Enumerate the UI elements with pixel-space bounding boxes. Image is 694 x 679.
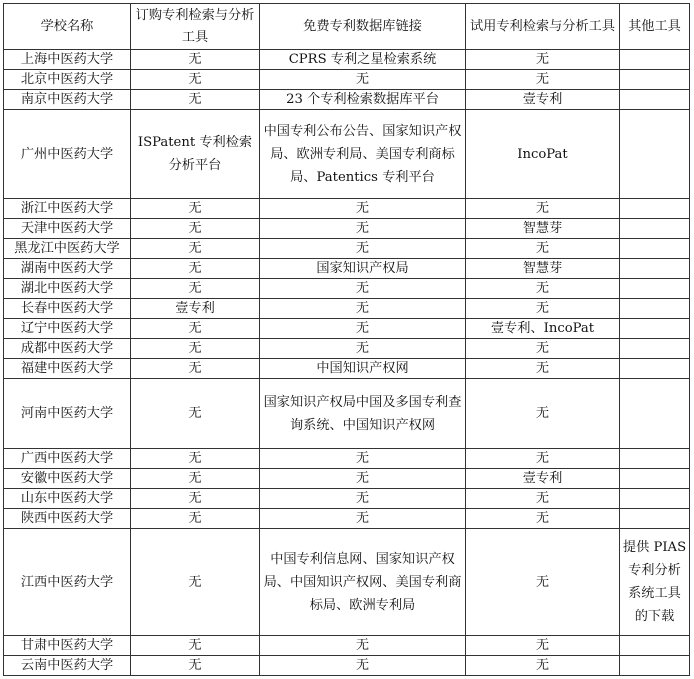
trial-tool-cell: 壹专利 [466, 469, 620, 489]
free-database-cell: 无 [260, 489, 466, 509]
free-database-cell: 无 [260, 656, 466, 676]
school-name-cell: 成都中医药大学 [4, 339, 131, 359]
other-tool-cell [620, 509, 690, 529]
other-tool-cell [620, 489, 690, 509]
other-tool-cell [620, 339, 690, 359]
school-name-cell: 甘肃中医药大学 [4, 636, 131, 656]
school-name-cell: 浙江中医药大学 [4, 199, 131, 219]
table-row [4, 319, 690, 339]
other-tool-cell [620, 449, 690, 469]
free-database-cell: 无 [260, 509, 466, 529]
header-free-databases: 免费专利数据库链接 [260, 4, 466, 50]
trial-tool-cell: 无 [466, 509, 620, 529]
header-school-name: 学校名称 [4, 4, 131, 50]
school-name-cell: 广州中医药大学 [4, 110, 131, 199]
trial-tool-cell: 壹专利 [466, 90, 620, 110]
free-database-cell: 无 [260, 70, 466, 90]
other-tool-cell [620, 469, 690, 489]
table-row [4, 219, 690, 239]
school-name-cell: 天津中医药大学 [4, 219, 131, 239]
trial-tool-cell: 无 [466, 70, 620, 90]
header-subscribed-tools: 订购专利检索与分析工具 [131, 4, 260, 50]
table-row [4, 359, 690, 379]
trial-tool-cell: 无 [466, 489, 620, 509]
other-tool-cell [620, 50, 690, 70]
table-row [4, 199, 690, 219]
school-name-cell: 辽宁中医药大学 [4, 319, 131, 339]
table-row [4, 529, 690, 636]
subscribed-tool-cell: 无 [131, 469, 260, 489]
subscribed-tool-cell: 无 [131, 636, 260, 656]
school-name-cell: 福建中医药大学 [4, 359, 131, 379]
school-name-cell: 广西中医药大学 [4, 449, 131, 469]
subscribed-tool-cell: 无 [131, 239, 260, 259]
table-row [4, 379, 690, 449]
trial-tool-cell: 智慧芽 [466, 259, 620, 279]
school-name-cell: 黑龙江中医药大学 [4, 239, 131, 259]
subscribed-tool-cell: 无 [131, 509, 260, 529]
other-tool-cell [620, 239, 690, 259]
subscribed-tool-cell: ISPatent 专利检索分析平台 [131, 110, 260, 199]
other-tool-cell [620, 656, 690, 676]
other-tool-cell [620, 279, 690, 299]
school-name-cell: 北京中医药大学 [4, 70, 131, 90]
trial-tool-cell: 无 [466, 636, 620, 656]
free-database-cell: 无 [260, 239, 466, 259]
table-row [4, 239, 690, 259]
table-row [4, 509, 690, 529]
free-database-cell: 无 [260, 299, 466, 319]
table-row [4, 50, 690, 70]
header-trial-tools: 试用专利检索与分析工具 [466, 4, 620, 50]
other-tool-cell [620, 636, 690, 656]
table-row [4, 259, 690, 279]
trial-tool-cell: 无 [466, 199, 620, 219]
free-database-cell: 中国知识产权网 [260, 359, 466, 379]
school-name-cell: 河南中医药大学 [4, 379, 131, 449]
free-database-cell: 中国专利公布公告、国家知识产权局、欧洲专利局、美国专利商标局、Patentics 专利平台 [260, 110, 466, 199]
trial-tool-cell: 智慧芽 [466, 219, 620, 239]
free-database-cell: 无 [260, 469, 466, 489]
trial-tool-cell: 无 [466, 50, 620, 70]
trial-tool-cell: 无 [466, 379, 620, 449]
other-tool-cell [620, 259, 690, 279]
subscribed-tool-cell: 无 [131, 50, 260, 70]
table-body [4, 50, 690, 676]
other-tool-cell [620, 379, 690, 449]
free-database-cell: CPRS 专利之星检索系统 [260, 50, 466, 70]
table-row [4, 449, 690, 469]
subscribed-tool-cell: 无 [131, 70, 260, 90]
subscribed-tool-cell: 无 [131, 219, 260, 239]
trial-tool-cell: 无 [466, 339, 620, 359]
patent-tools-table [3, 3, 690, 676]
free-database-cell: 无 [260, 449, 466, 469]
subscribed-tool-cell: 无 [131, 90, 260, 110]
table-header-row [4, 4, 690, 50]
other-tool-cell [620, 299, 690, 319]
free-database-cell: 国家知识产权局中国及多国专利查询系统、中国知识产权网 [260, 379, 466, 449]
trial-tool-cell: 无 [466, 279, 620, 299]
table-row [4, 90, 690, 110]
table-row [4, 469, 690, 489]
subscribed-tool-cell: 无 [131, 259, 260, 279]
free-database-cell: 无 [260, 339, 466, 359]
table-row [4, 656, 690, 676]
trial-tool-cell: 无 [466, 529, 620, 636]
school-name-cell: 上海中医药大学 [4, 50, 131, 70]
school-name-cell: 陕西中医药大学 [4, 509, 131, 529]
school-name-cell: 湖南中医药大学 [4, 259, 131, 279]
other-tool-cell [620, 90, 690, 110]
subscribed-tool-cell: 无 [131, 279, 260, 299]
other-tool-cell [620, 359, 690, 379]
free-database-cell: 无 [260, 319, 466, 339]
table-row [4, 299, 690, 319]
free-database-cell: 无 [260, 219, 466, 239]
school-name-cell: 湖北中医药大学 [4, 279, 131, 299]
subscribed-tool-cell: 无 [131, 656, 260, 676]
free-database-cell: 国家知识产权局 [260, 259, 466, 279]
other-tool-cell [620, 319, 690, 339]
free-database-cell: 无 [260, 636, 466, 656]
school-name-cell: 南京中医药大学 [4, 90, 131, 110]
free-database-cell: 中国专利信息网、国家知识产权局、中国知识产权网、美国专利商标局、欧洲专利局 [260, 529, 466, 636]
subscribed-tool-cell: 无 [131, 489, 260, 509]
trial-tool-cell: IncoPat [466, 110, 620, 199]
table-row [4, 636, 690, 656]
other-tool-cell: 提供 PIAS 专利分析系统工具的下载 [620, 529, 690, 636]
subscribed-tool-cell: 无 [131, 339, 260, 359]
trial-tool-cell: 无 [466, 359, 620, 379]
other-tool-cell [620, 70, 690, 90]
free-database-cell: 无 [260, 199, 466, 219]
subscribed-tool-cell: 无 [131, 199, 260, 219]
other-tool-cell [620, 199, 690, 219]
school-name-cell: 江西中医药大学 [4, 529, 131, 636]
subscribed-tool-cell: 无 [131, 379, 260, 449]
table-row [4, 110, 690, 199]
table-row [4, 339, 690, 359]
school-name-cell: 安徽中医药大学 [4, 469, 131, 489]
other-tool-cell [620, 219, 690, 239]
trial-tool-cell: 无 [466, 239, 620, 259]
header-other-tools: 其他工具 [620, 4, 690, 50]
free-database-cell: 23 个专利检索数据库平台 [260, 90, 466, 110]
school-name-cell: 云南中医药大学 [4, 656, 131, 676]
subscribed-tool-cell: 无 [131, 449, 260, 469]
free-database-cell: 无 [260, 279, 466, 299]
school-name-cell: 山东中医药大学 [4, 489, 131, 509]
other-tool-cell [620, 110, 690, 199]
trial-tool-cell: 无 [466, 656, 620, 676]
subscribed-tool-cell: 壹专利 [131, 299, 260, 319]
trial-tool-cell: 无 [466, 299, 620, 319]
subscribed-tool-cell: 无 [131, 359, 260, 379]
table-row [4, 279, 690, 299]
trial-tool-cell: 壹专利、IncoPat [466, 319, 620, 339]
table-row [4, 70, 690, 90]
trial-tool-cell: 无 [466, 449, 620, 469]
school-name-cell: 长春中医药大学 [4, 299, 131, 319]
subscribed-tool-cell: 无 [131, 319, 260, 339]
subscribed-tool-cell: 无 [131, 529, 260, 636]
table-row [4, 489, 690, 509]
